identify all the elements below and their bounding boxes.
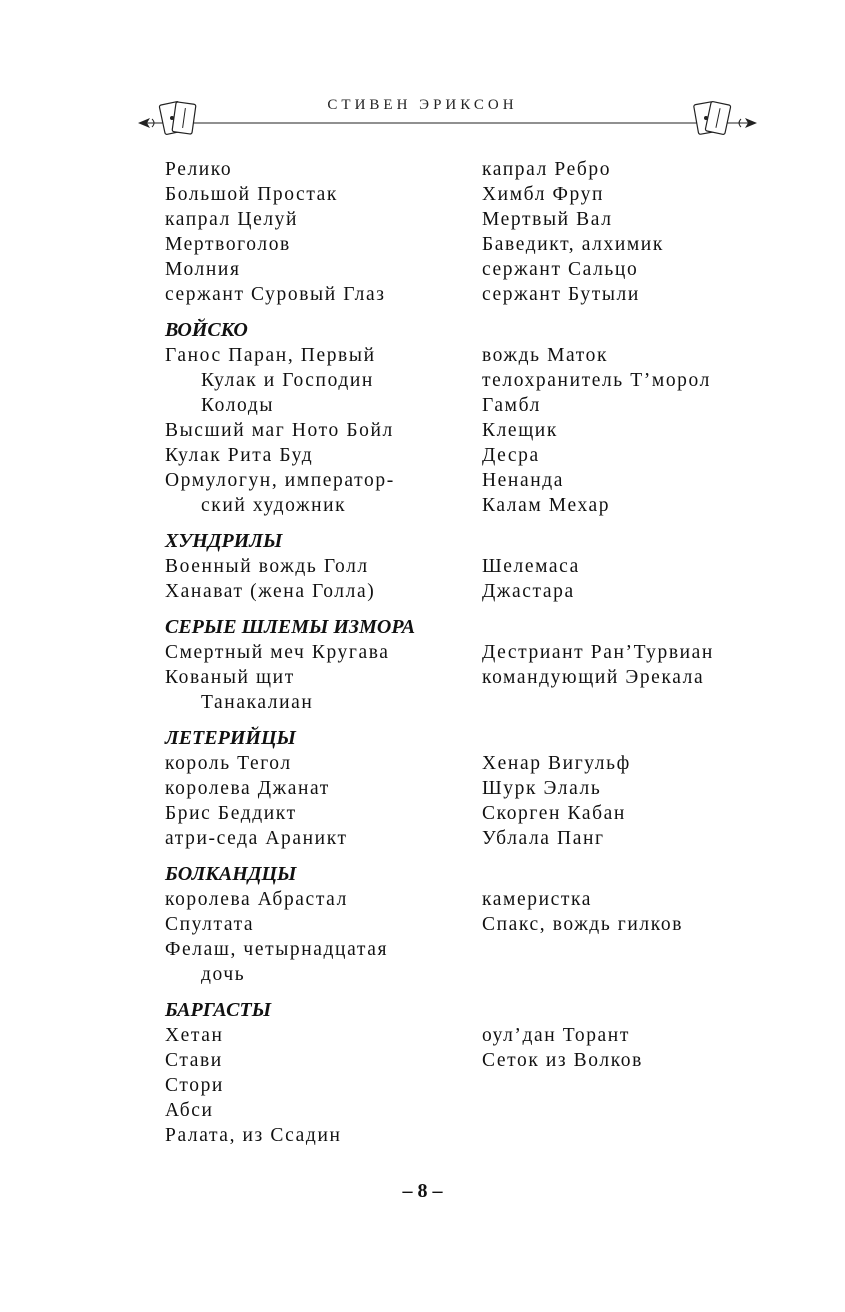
character-name: Спакс, вождь гилков [482,914,683,935]
character-name: командующий Эрекала [482,667,705,688]
character-name: ский художник [201,495,347,516]
right-column [482,640,785,715]
character-name: Спултата [165,914,255,935]
character-name: Ормулогун, император- [165,470,395,491]
character-name: Кулак и Господин [201,370,374,391]
character-name: Клещик [482,420,558,441]
character-name: Молния [165,259,241,280]
section-6 [165,998,785,1148]
character-name: Ненанда [482,470,565,491]
character-name: камеристка [482,889,593,910]
running-header [0,0,845,150]
character-name: Кованый щит [165,667,295,688]
character-name: Гамбл [482,395,541,416]
character-name: Военный вождь Голл [165,556,369,577]
right-column [482,554,785,604]
left-column [165,640,482,715]
left-column [165,157,482,307]
section-2 [165,529,785,604]
character-name: Ганос Паран, Первый [165,345,376,366]
character-name: Танакалиан [201,692,314,713]
section-5 [165,862,785,987]
left-column [165,554,482,604]
right-column [482,1023,785,1148]
character-name: Сеток из Волков [482,1050,643,1071]
character-name: Колоды [201,395,275,416]
character-name: сержант Суровый Глаз [165,284,386,305]
character-name: атри-седа Араникт [165,828,348,849]
left-column [165,887,482,987]
character-name: Высший маг Ното Бойл [165,420,394,441]
character-name: Скорген Кабан [482,803,626,824]
character-name: дочь [201,964,246,985]
character-name: сержант Сальцо [482,259,639,280]
character-name: Хенар Вигульф [482,753,631,774]
character-name: Дестриант Ран’Турвиан [482,642,714,663]
character-name: Хетан [165,1025,224,1046]
character-name: телохранитель Т’морол [482,370,711,391]
character-name: сержант Бутыли [482,284,640,305]
character-name: Стави [165,1050,223,1071]
character-name: Фелаш, четырнадцатая [165,939,389,960]
character-list [165,157,785,1148]
section-4 [165,726,785,851]
character-name: королева Джанат [165,778,330,799]
character-name: Шелемаса [482,556,580,577]
right-column [482,887,785,987]
character-name: Химбл Фруп [482,184,604,205]
character-name: Баведикт, алхимик [482,234,664,255]
character-name: Шурк Элаль [482,778,602,799]
left-column [165,751,482,851]
character-name: Большой Простак [165,184,339,205]
right-column [482,157,785,307]
section-heading: БОЛКАНДЦЫ [165,863,297,885]
character-name: король Тегол [165,753,292,774]
character-name: Ралата, из Ссадин [165,1125,342,1146]
character-name: Десра [482,445,540,466]
character-name: Стори [165,1075,224,1096]
left-column [165,343,482,518]
character-name: Ублала Панг [482,828,605,849]
section-heading: ХУНДРИЛЫ [165,530,283,552]
character-name: Абси [165,1100,214,1121]
section-3 [165,615,785,715]
section-heading: ВОЙСКО [165,319,248,341]
character-name: капрал Ребро [482,159,612,180]
character-name: вождь Маток [482,345,609,366]
character-name: Калам Мехар [482,495,611,516]
character-name: Кулак Рита Буд [165,445,314,466]
character-name: Ханават (жена Голла) [165,581,376,602]
character-name: капрал Целуй [165,209,299,230]
character-name: Смертный меч Кругава [165,642,390,663]
character-name: Релико [165,159,233,180]
section-heading: ЛЕТЕРИЙЦЫ [165,727,296,749]
character-name: Мертвоголов [165,234,291,255]
running-head-title: СТИВЕН ЭРИКСОН [327,97,518,113]
page-number: – 8 – [402,1180,443,1202]
character-name: Джастара [482,581,575,602]
right-column [482,751,785,851]
character-name: Мертвый Вал [482,209,613,230]
right-column [482,343,785,518]
header-ornament [0,0,845,150]
left-column [165,1023,482,1148]
character-name: королева Абрастал [165,889,348,910]
section-heading: СЕРЫЕ ШЛЕМЫ ИЗМОРА [165,616,416,638]
character-name: Брис Беддикт [165,803,297,824]
section-heading: БАРГАСТЫ [165,999,272,1021]
section-0 [165,157,785,307]
section-1 [165,318,785,518]
character-name: оул’дан Торант [482,1025,630,1046]
